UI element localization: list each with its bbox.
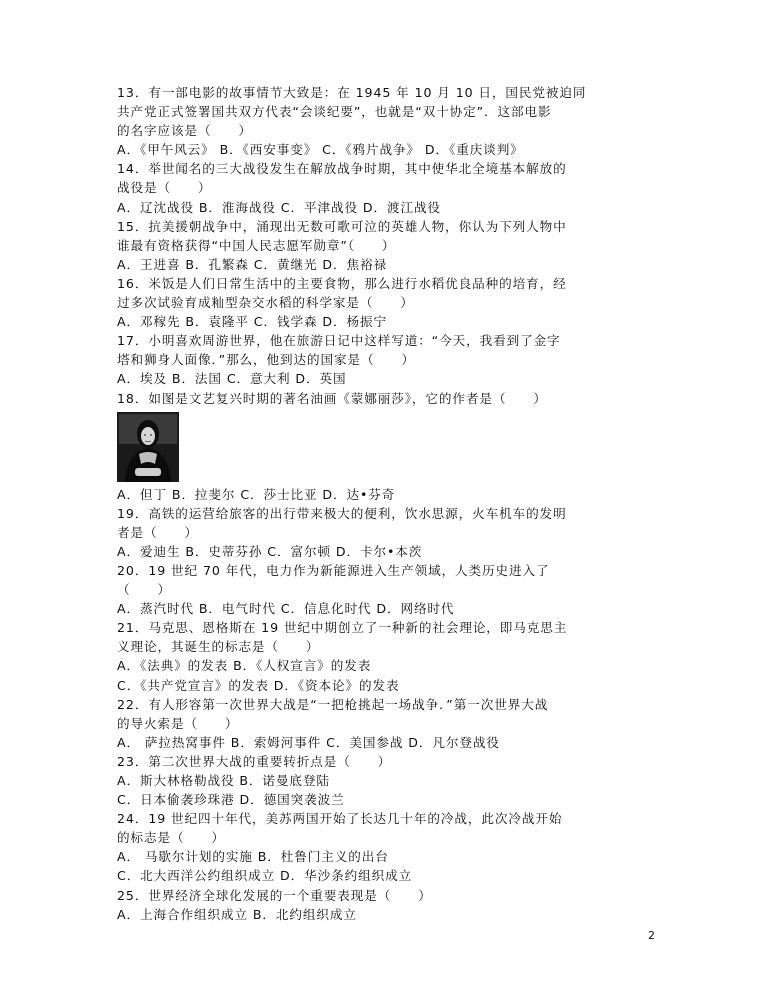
question-line: 战役是（ ）: [117, 180, 212, 196]
question-stem-line: 25．世界经济全球化发展的一个重要表现是（ ）: [117, 887, 432, 903]
question-line: A．斯大林格勒战役 B．诺曼底登陆: [117, 773, 330, 788]
question-line: 塔和狮身人面像．”那么，他到达的国家是（ ）: [117, 352, 415, 368]
question-line: （ ）: [117, 582, 171, 598]
question-line: 的标志是（ ）: [117, 830, 225, 846]
question-line: 共产党正式签署国共双方代表“会谈纪要”，也就是“双十协定”．这部电影: [117, 104, 552, 120]
question-line: A．王进喜 B．孔繁森 C．黄继光 D．焦裕禄: [117, 256, 387, 272]
question-line: A．辽沈战役 B．淮海战役 C．平津战役 D．渡江战役: [117, 199, 441, 215]
question-stem-line: 13．有一部电影的故事情节大致是：在 1945 年 10 月 10 日，国民党被迫同: [117, 85, 587, 100]
question-stem-line: 22．有人形容第一次世界大战是“一把枪挑起一场战争．”第一次世界大战: [117, 696, 549, 712]
question-14: [117, 159, 655, 216]
question-line: A． 萨拉热窝事件 B．索姆河事件 C．美国参战 D．凡尔登战役: [117, 734, 500, 750]
question-stem-line: 17．小明喜欢周游世界，他在旅游日记中这样写道：“今天，我看到了金字: [117, 333, 561, 349]
question-15: [117, 217, 655, 274]
question-line: 过多次试验育成籼型杂交水稻的科学家是（ ）: [117, 295, 414, 311]
question-stem-line: 23．第二次世界大战的重要转折点是（ ）: [117, 753, 392, 769]
question-stem-line: 20．19 世纪 70 年代，电力作为新能源进入生产领域，人类历史进入了: [117, 562, 550, 578]
question-line: A．《法典》的发表 B．《人权宣言》的发表: [117, 658, 372, 674]
mona-lisa-image: [117, 412, 179, 482]
question-line: A．爱迪生 B．史蒂芬孙 C．富尔顿 D．卡尔•本茨: [117, 543, 423, 559]
question-list: [117, 83, 655, 924]
question-line: A． 马歇尔计划的实施 B．杜鲁门主义的出台: [117, 849, 389, 865]
question-16: [117, 274, 655, 331]
question-20: [117, 561, 655, 618]
question-line: A．邓稼先 B．袁隆平 C．钱学森 D．杨振宁: [117, 314, 387, 330]
page-number: 2: [648, 929, 655, 942]
question-stem-line: 16．米饭是人们日常生活中的主要食物，那么进行水稻优良品种的培育，经: [117, 275, 567, 291]
question-19: [117, 504, 655, 561]
question-13: [117, 83, 655, 159]
question-17: [117, 331, 655, 388]
question-23: [117, 752, 655, 809]
question-line: 义理论，其诞生的标志是（ ）: [117, 639, 320, 655]
question-stem-line: 15．抗美援朝战争中，涌现出无数可歌可泣的英雄人物，你认为下列人物中: [117, 218, 567, 234]
question-line: 谁最有资格获得“中国人民志愿军勋章”（ ）: [117, 237, 396, 253]
question-options: A．但丁 B．拉斐尔 C．莎士比亚 D．达•芬奇: [117, 486, 396, 502]
question-line: C．《共产党宣言》的发表 D．《资本论》的发表: [117, 677, 400, 693]
question-21: [117, 618, 655, 694]
question-stem-line: 21．马克思、恩格斯在 19 世纪中期创立了一种新的社会理论，即马克思主: [117, 620, 568, 636]
question-line: A．蒸汽时代 B．电气时代 C．信息化时代 D．网络时代: [117, 601, 455, 617]
question-stem-line: 19．高铁的运营给旅客的出行带来极大的便利，饮水思源，火车机车的发明: [117, 505, 567, 521]
question-line: A．上海合作组织成立 B．北约组织成立: [117, 906, 357, 922]
question-line: A．埃及 B．法国 C．意大利 D．英国: [117, 371, 347, 387]
question-line: C．日本偷袭珍珠港 D．德国突袭波兰: [117, 792, 345, 808]
question-stem-line: 14．举世闻名的三大战役发生在解放战争时期，其中使华北全境基本解放的: [117, 161, 567, 177]
question-25: [117, 886, 655, 924]
question-line: 者是（ ）: [117, 524, 198, 540]
question-line: C．北大西洋公约组织成立 D．华沙条约组织成立: [117, 868, 413, 884]
question-line: A．《甲午风云》 B．《西安事变》 C．《鸦片战争》 D．《重庆谈判》: [117, 142, 524, 158]
question-24: [117, 809, 655, 885]
question-22: [117, 695, 655, 752]
question-18: [117, 389, 655, 504]
question-stem-line: 18．如图是文艺复兴时期的著名油画《蒙娜丽莎》，它的作者是（ ）: [117, 390, 547, 406]
question-line: 的名字应该是（ ）: [117, 123, 252, 139]
question-line: 的导火索是（ ）: [117, 715, 239, 731]
question-stem-line: 24．19 世纪四十年代，美苏两国开始了长达几十年的冷战，此次冷战开始: [117, 811, 563, 827]
